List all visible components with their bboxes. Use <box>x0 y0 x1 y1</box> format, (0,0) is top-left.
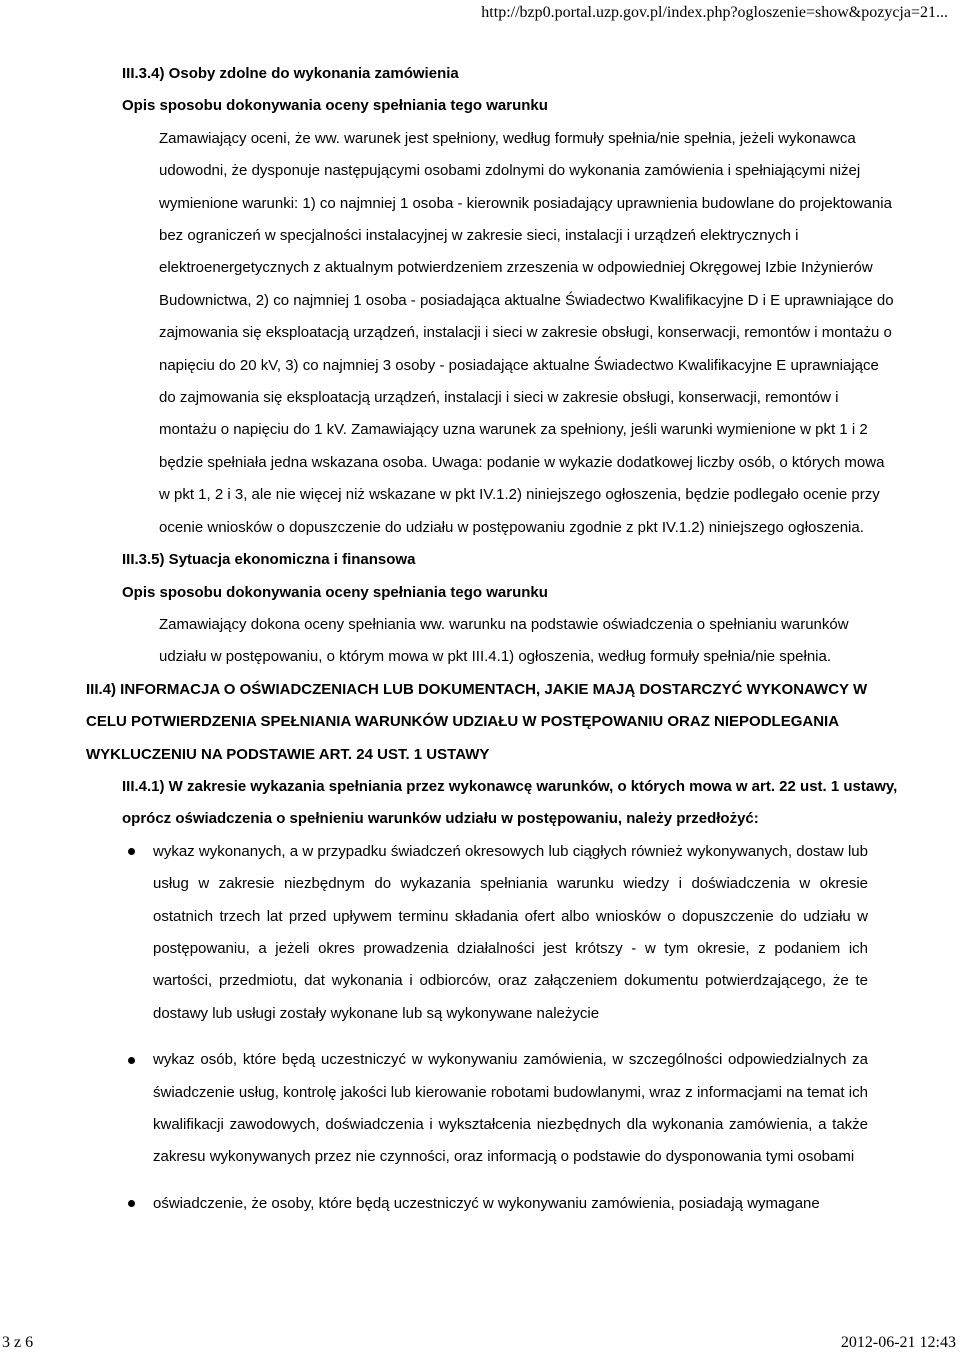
list-item-text: wykaz wykonanych, a w przypadku świadczeń okresowych lub ciągłych również wykonywanych, dostaw lub usług w zakresie niezbędnym do wykazania spełniania warunku wiedzy i doświadczenia w okresie ostatnich trzech lat przed upływem terminu składania ofert albo wniosków o dopuszczenie do udziału w postępowaniu, a jeżeli okres prowadzenia działalności jest krótszy - w tym okresie, z podaniem ich wartości, przedmiotu, dat wykonania i odbiorców, oraz załączeniem dokumentu potwierdzającego, że te dostawy lub usługi zostały wykonane lub są wykonywane należycie <box>153 842 868 1022</box>
bullet-icon <box>128 1044 136 1076</box>
document-body <box>0 58 960 1220</box>
bullet-icon <box>128 836 136 868</box>
list-item-text: wykaz osób, które będą uczestniczyć w wykonywaniu zamówienia, w szczególności odpowiedzialnych za świadczenie usług, kontrolę jakości lub kierowanie robotami budowlanymi, wraz z informacjami na temat ich kwalifikacji zawodowych, doświadczenia i wykształcenia niezbędnych dla wykonania zamówienia, a także zakresu wykonywanych przez nie czynności, oraz informacją o podstawie do dysponowania tymi osobami <box>153 1051 868 1166</box>
section-title-economic: III.3.5) Sytuacja ekonomiczna i finansowa <box>122 551 416 569</box>
list-item-text: oświadczenie, że osoby, które będą uczestniczyć w wykonywaniu zamówienia, posiadają wymagane <box>153 1194 820 1212</box>
section-title-persons: III.3.4) Osoby zdolne do wykonania zamówienia <box>122 65 459 82</box>
evaluation-method-label: Opis sposobu dokonywania oceny spełniania tego warunku <box>122 97 548 115</box>
persons-condition-text: Zamawiający oceni, że ww. warunek jest spełniony, według formuły spełnia/nie spełnia, jeżeli wykonawca udowodni, że dysponuje następującymi osobami zdolnymi do wykonania zamówienia i spełniającymi niżej wymienione warunki: 1) co najmniej 1 osoba - kierownik posiadający uprawnienia budowlane do projektowania bez ograniczeń w specjalności instalacyjnej w zakresie sieci, instalacji i urządzeń elektrycznych i elektroenergetycznych z aktualnym potwierdzeniem zrzeszenia w odpowiedniej Okręgowej Izbie Inżynierów Budownictwa, 2) co najmniej 1 osoba - posiadająca aktualne Świadectwo Kwalifikacyjne D i E uprawniające do zajmowania się eksploatacją urządzeń, instalacji i sieci w zakresie obsługi, konserwacji, remontów i montażu o napięciu do 20 kV, 3) co najmniej 3 osoby - posiadające aktualne Świadectwo Kwalifikacyjne E uprawniające do zajmowania się eksploatacją urządzeń, instalacji i sieci w zakresie obsługi, konserwacji, remontów i montażu o napięciu do 1 kV. Zamawiający uzna warunek za spełniony, jeśli warunki wymienione w pkt 1 i 2 będzie spełniała jedna wskazana osoba. Uwaga: podanie w wykazie dodatkowej liczby osób, o których mowa w pkt 1, 2 i 3, ale nie więcej niż wskazane w pkt IV.1.2) niniejszego ogłoszenia, będzie podlegało ocenie przy ocenie wniosków o dopuszczenie do udziału w postępowaniu zgodnie z pkt IV.1.2) niniejszego ogłoszenia. <box>159 129 894 536</box>
evaluation-method-label: Opis sposobu dokonywania oceny spełniania tego warunku <box>122 583 548 601</box>
bullet-icon <box>128 1188 136 1220</box>
page-number: 3 z 6 <box>2 1334 34 1351</box>
list-item <box>153 836 868 1030</box>
list-item <box>153 1044 868 1174</box>
list-item <box>153 1188 868 1220</box>
page-url: http://bzp0.portal.uzp.gov.pl/index.php?ogloszenie=show&pozycja=21... <box>481 4 948 21</box>
required-documents-list <box>0 836 960 1220</box>
print-datetime: 2012-06-21 12:43 <box>840 1334 956 1351</box>
economic-condition-text: Zamawiający dokona oceny spełniania ww. warunku na podstawie oświadczenia o spełnianiu warunków udziału w postępowaniu, o którym mowa w pkt III.4.1) ogłoszenia, według formuły spełnia/nie spełnia. <box>159 615 849 666</box>
subsection-title-documents: III.4.1) W zakresie wykazania spełniania przez wykonawcę warunków, o których mowa w art. 22 ust. 1 ustawy, oprócz oświadczenia o spełnieniu warunków udziału w postępowaniu, należy przedłożyć: <box>122 777 898 828</box>
section-title-documents: III.4) INFORMACJA O OŚWIADCZENIACH LUB DOKUMENTACH, JAKIE MAJĄ DOSTARCZYĆ WYKONAWCY W CELU POTWIERDZENIA SPEŁNIANIA WARUNKÓW UDZIAŁU W POSTĘPOWANIU ORAZ NIEPODLEGANIA WYKLUCZENIU NA PODSTAWIE ART. 24 UST. 1 USTAWY <box>86 680 868 763</box>
